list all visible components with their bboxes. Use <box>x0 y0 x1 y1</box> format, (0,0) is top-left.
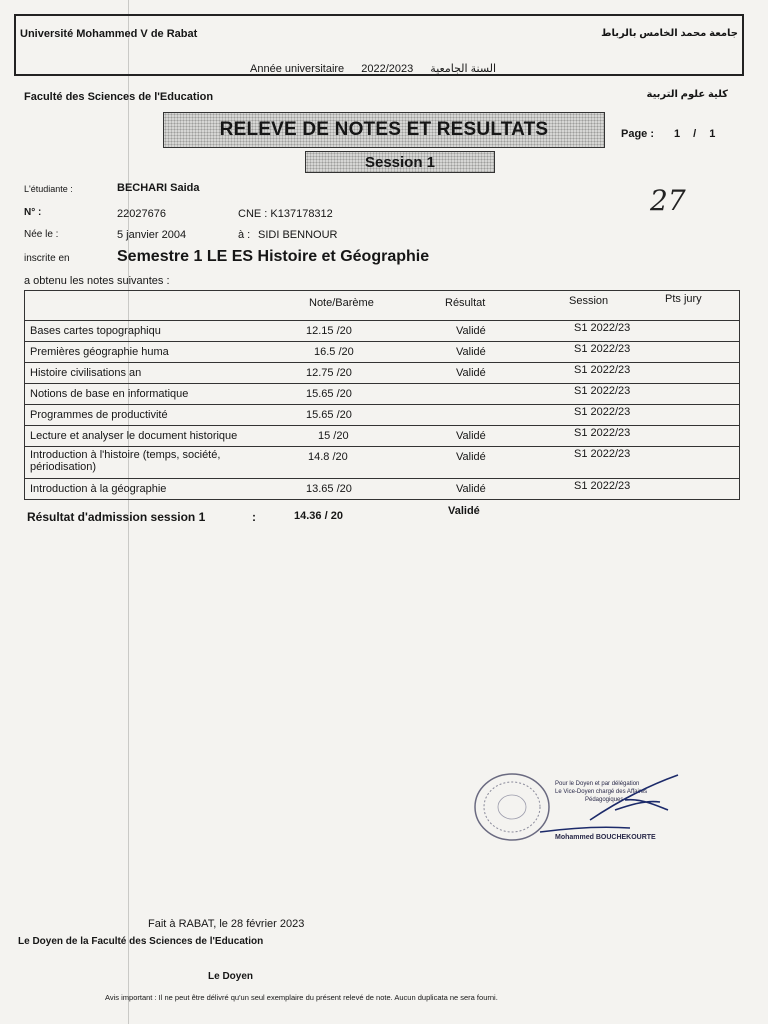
faculty-name-fr: Faculté des Sciences de l'Education <box>24 91 214 103</box>
program-name: Semestre 1 LE ES Histoire et Géographie <box>117 248 430 265</box>
module-session: S1 2022/23 <box>574 406 631 418</box>
module-session: S1 2022/23 <box>574 364 631 376</box>
table-row <box>24 478 740 499</box>
module-note: 16.5 /20 <box>314 346 354 358</box>
admission-label: Résultat d'admission session 1 <box>27 510 206 524</box>
signature-line-2: Le Vice-Doyen chargé des Affaires <box>555 789 648 795</box>
module-name: Programmes de productivité <box>30 409 168 421</box>
student-cne: CNE : K137178312 <box>238 208 333 220</box>
academic-year-label-ar: السنة الجامعية <box>430 63 497 75</box>
module-note: 15.65 /20 <box>306 409 352 421</box>
module-name: Bases cartes topographiqu <box>30 325 161 337</box>
page-label: Page : <box>621 128 655 140</box>
module-note: 13.65 /20 <box>306 483 352 495</box>
module-result: Validé <box>456 367 486 379</box>
module-note: 12.15 /20 <box>306 325 352 337</box>
module-result: Validé <box>456 451 486 463</box>
module-session: S1 2022/23 <box>574 480 631 492</box>
module-name: Introduction à la géographie <box>30 483 167 495</box>
admission-score: 14.36 / 20 <box>294 510 343 522</box>
table-row <box>24 320 740 341</box>
university-name-fr: Université Mohammed V de Rabat <box>20 28 198 40</box>
enrolled-label: inscrite en <box>24 253 70 264</box>
signatory-name: Mohammed BOUCHEKOURTE <box>555 834 656 841</box>
grades-intro: a obtenu les notes suivantes : <box>24 275 170 287</box>
module-result: Validé <box>456 483 486 495</box>
module-name: Premières géographie huma <box>30 346 169 358</box>
student-number: 22027676 <box>117 208 166 220</box>
module-name: Introduction à l'histoire (temps, société, périodisation) <box>30 449 221 473</box>
table-row <box>24 446 740 478</box>
module-result: Validé <box>456 430 486 442</box>
academic-year-row <box>250 62 510 75</box>
header-session: Session <box>569 295 609 307</box>
module-session: S1 2022/23 <box>574 427 631 439</box>
birth-place-label: à : <box>238 229 251 241</box>
important-notice: Avis important : Il ne peut être délivré qu'un seul exemplaire du présent relevé de note. Aucun duplicata ne sera fourni. <box>105 993 498 1002</box>
birth-date: 5 janvier 2004 <box>117 229 187 241</box>
admission-separator: : <box>252 510 256 524</box>
module-session: S1 2022/23 <box>574 322 631 334</box>
signature-line-3: Pédagogiques <box>585 797 624 803</box>
academic-year-value: 2022/2023 <box>361 63 414 75</box>
student-number-label: N° : <box>24 207 42 218</box>
handwritten-signature-icon <box>530 770 680 840</box>
module-session: S1 2022/23 <box>574 385 631 397</box>
university-name-ar: جامعة محمد الخامس بالرباط <box>601 28 738 39</box>
table-row <box>24 404 740 425</box>
dean-title: Le Doyen <box>208 971 254 982</box>
birth-place: SIDI BENNOUR <box>258 229 338 241</box>
table-row <box>24 425 740 446</box>
module-result: Validé <box>456 346 486 358</box>
student-label: L'étudiante : <box>24 184 73 194</box>
module-result: Validé <box>456 325 486 337</box>
handwritten-mark: 27 <box>650 184 686 217</box>
dean-faculty-line: Le Doyen de la Faculté des Sciences de l'Education <box>18 936 264 947</box>
header-jury: Pts jury <box>665 293 702 305</box>
header-result: Résultat <box>445 297 486 309</box>
module-note: 15.65 /20 <box>306 388 352 400</box>
birth-date-label: Née le : <box>24 229 59 240</box>
module-note: 12.75 /20 <box>306 367 352 379</box>
student-name: BECHARI Saida <box>117 182 200 194</box>
session-title: Session 1 <box>305 151 495 173</box>
signature-line-1: Pour le Doyen et par délégation <box>555 781 640 787</box>
academic-year-label: Année universitaire <box>250 63 345 75</box>
module-name: Notions de base en informatique <box>30 388 189 400</box>
admission-result: Validé <box>448 505 480 517</box>
module-name: Histoire civilisations an <box>30 367 142 379</box>
table-row <box>24 341 740 362</box>
place-and-date: Fait à RABAT, le 28 février 2023 <box>148 918 305 930</box>
page-number: 1 / 1 <box>674 128 716 140</box>
document-title: RELEVE DE NOTES ET RESULTATS <box>163 112 605 148</box>
module-session: S1 2022/23 <box>574 448 631 460</box>
table-row <box>24 362 740 383</box>
faculty-name-ar: كلية علوم التربية <box>646 89 728 100</box>
module-note: 15 /20 <box>318 430 349 442</box>
module-note: 14.8 /20 <box>308 451 348 463</box>
module-session: S1 2022/23 <box>574 343 631 355</box>
module-name: Lecture et analyser le document historique <box>30 430 238 442</box>
table-row <box>24 383 740 404</box>
header-note: Note/Barème <box>309 297 374 309</box>
